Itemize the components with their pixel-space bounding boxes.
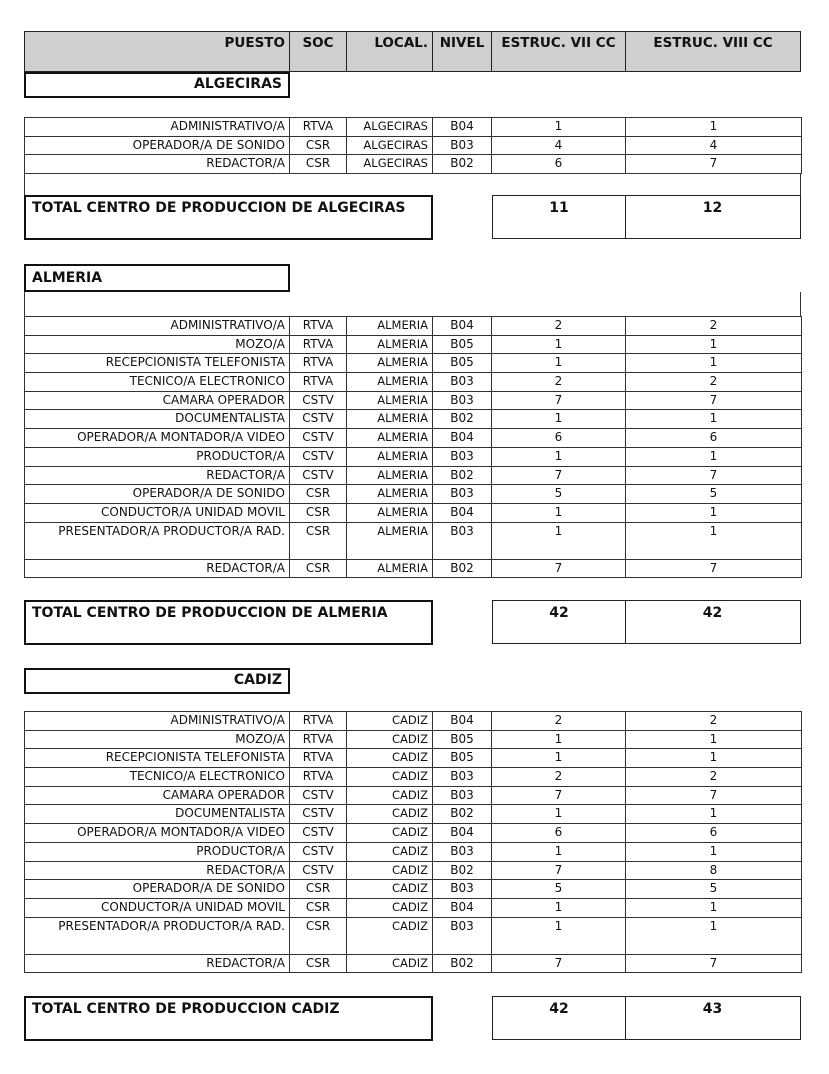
cell-estruc-vii: 2 bbox=[492, 317, 626, 336]
cell-puesto: MOZO/A bbox=[25, 730, 290, 749]
total-label-algeciras-text: TOTAL CENTRO DE PRODUCCION DE ALGECIRAS bbox=[32, 200, 406, 216]
cell-nivel: B04 bbox=[433, 824, 492, 843]
table-row bbox=[25, 136, 802, 155]
cell-puesto: OPERADOR/A MONTADOR/A VIDEO bbox=[25, 429, 290, 448]
cell-nivel: B02 bbox=[433, 954, 492, 973]
cell-nivel: B04 bbox=[433, 503, 492, 522]
cell-estruc-viii: 5 bbox=[626, 880, 802, 899]
cell-puesto: ADMINISTRATIVO/A bbox=[25, 317, 290, 336]
cell-soc: CSR bbox=[290, 485, 347, 504]
cell-estruc-viii: 1 bbox=[626, 522, 802, 559]
cell-estruc-vii: 6 bbox=[492, 429, 626, 448]
cell-puesto: RECEPCIONISTA TELEFONISTA bbox=[25, 749, 290, 768]
cell-nivel: B03 bbox=[433, 391, 492, 410]
total-values-algeciras bbox=[492, 195, 801, 239]
table-header bbox=[24, 31, 801, 72]
cell-estruc-vii: 1 bbox=[492, 749, 626, 768]
cell-estruc-viii: 1 bbox=[626, 898, 802, 917]
table-row bbox=[25, 861, 802, 880]
table-row bbox=[25, 559, 802, 578]
total-viii-algeciras: 12 bbox=[702, 200, 723, 216]
cell-local: ALGECIRAS bbox=[347, 118, 433, 137]
cell-puesto: REDACTOR/A bbox=[25, 559, 290, 578]
cell-nivel: B05 bbox=[433, 354, 492, 373]
cell-nivel: B04 bbox=[433, 317, 492, 336]
cell-estruc-viii: 1 bbox=[626, 335, 802, 354]
cell-local: ALGECIRAS bbox=[347, 155, 433, 174]
cell-nivel: B04 bbox=[433, 712, 492, 731]
cell-nivel: B05 bbox=[433, 749, 492, 768]
cell-soc: CSTV bbox=[290, 861, 347, 880]
table-row bbox=[25, 522, 802, 559]
cell-soc: CSTV bbox=[290, 447, 347, 466]
table-row bbox=[25, 354, 802, 373]
cell-puesto: ADMINISTRATIVO/A bbox=[25, 712, 290, 731]
header-estruc-vii: ESTRUC. VII CC bbox=[492, 32, 626, 71]
total-label-almeria-text: TOTAL CENTRO DE PRODUCCION DE ALMERIA bbox=[32, 605, 388, 621]
total-label-almeria bbox=[24, 600, 433, 645]
total-vii-algeciras: 11 bbox=[493, 196, 626, 238]
cell-puesto: ADMINISTRATIVO/A bbox=[25, 118, 290, 137]
cell-estruc-vii: 7 bbox=[492, 861, 626, 880]
cell-nivel: B02 bbox=[433, 410, 492, 429]
table-row bbox=[25, 466, 802, 485]
cell-nivel: B04 bbox=[433, 118, 492, 137]
cell-soc: RTVA bbox=[290, 768, 347, 787]
cell-puesto: TECNICO/A ELECTRONICO bbox=[25, 768, 290, 787]
cell-puesto: REDACTOR/A bbox=[25, 466, 290, 485]
cell-local: ALMERIA bbox=[347, 485, 433, 504]
cell-estruc-vii: 1 bbox=[492, 335, 626, 354]
cell-estruc-vii: 4 bbox=[492, 136, 626, 155]
cell-nivel: B03 bbox=[433, 373, 492, 392]
cell-nivel: B03 bbox=[433, 786, 492, 805]
table-almeria bbox=[24, 316, 802, 578]
cell-estruc-viii: 7 bbox=[626, 466, 802, 485]
cell-nivel: B03 bbox=[433, 880, 492, 899]
cell-estruc-viii: 7 bbox=[626, 391, 802, 410]
cell-soc: CSR bbox=[290, 503, 347, 522]
cell-soc: RTVA bbox=[290, 749, 347, 768]
table-algeciras bbox=[24, 117, 802, 174]
cell-puesto: TECNICO/A ELECTRONICO bbox=[25, 373, 290, 392]
cell-soc: CSTV bbox=[290, 805, 347, 824]
cell-estruc-vii: 5 bbox=[492, 485, 626, 504]
cell-local: ALMERIA bbox=[347, 466, 433, 485]
cell-soc: RTVA bbox=[290, 373, 347, 392]
cell-soc: RTVA bbox=[290, 118, 347, 137]
cell-estruc-vii: 7 bbox=[492, 954, 626, 973]
cell-estruc-viii: 1 bbox=[626, 842, 802, 861]
header-local: LOCAL. bbox=[347, 32, 433, 71]
cell-estruc-vii: 7 bbox=[492, 786, 626, 805]
cell-nivel: B04 bbox=[433, 898, 492, 917]
table-row bbox=[25, 485, 802, 504]
cell-puesto: OPERADOR/A DE SONIDO bbox=[25, 880, 290, 899]
cell-puesto: OPERADOR/A MONTADOR/A VIDEO bbox=[25, 824, 290, 843]
cell-puesto: OPERADOR/A DE SONIDO bbox=[25, 136, 290, 155]
cell-soc: CSR bbox=[290, 917, 347, 954]
cell-estruc-viii: 7 bbox=[626, 786, 802, 805]
cell-local: CADIZ bbox=[347, 842, 433, 861]
total-viii-almeria: 42 bbox=[702, 605, 723, 621]
cell-estruc-viii: 2 bbox=[626, 373, 802, 392]
cell-estruc-vii: 1 bbox=[492, 917, 626, 954]
cell-nivel: B03 bbox=[433, 842, 492, 861]
cell-local: ALMERIA bbox=[347, 447, 433, 466]
region-title-almeria: ALMERIA bbox=[24, 264, 290, 292]
table-row bbox=[25, 429, 802, 448]
total-values-cadiz bbox=[492, 996, 801, 1040]
spacer-algeciras bbox=[24, 173, 801, 195]
cell-soc: CSR bbox=[290, 898, 347, 917]
cell-puesto: CAMARA OPERADOR bbox=[25, 391, 290, 410]
cell-nivel: B03 bbox=[433, 447, 492, 466]
total-label-algeciras bbox=[24, 195, 433, 240]
cell-nivel: B02 bbox=[433, 861, 492, 880]
cell-local: CADIZ bbox=[347, 749, 433, 768]
cell-puesto: REDACTOR/A bbox=[25, 155, 290, 174]
cell-estruc-viii: 6 bbox=[626, 429, 802, 448]
cell-local: ALMERIA bbox=[347, 503, 433, 522]
cell-estruc-viii: 2 bbox=[626, 317, 802, 336]
cell-estruc-viii: 8 bbox=[626, 861, 802, 880]
header-estruc-viii: ESTRUC. VIII CC bbox=[653, 35, 773, 51]
cell-nivel: B03 bbox=[433, 485, 492, 504]
table-row bbox=[25, 749, 802, 768]
table-row bbox=[25, 880, 802, 899]
cell-estruc-viii: 7 bbox=[626, 954, 802, 973]
cell-soc: CSR bbox=[290, 136, 347, 155]
total-values-almeria bbox=[492, 600, 801, 644]
table-row bbox=[25, 447, 802, 466]
cell-estruc-vii: 6 bbox=[492, 155, 626, 174]
cell-estruc-vii: 6 bbox=[492, 824, 626, 843]
cell-local: ALMERIA bbox=[347, 317, 433, 336]
cell-local: ALMERIA bbox=[347, 429, 433, 448]
cell-estruc-vii: 2 bbox=[492, 373, 626, 392]
cell-local: CADIZ bbox=[347, 880, 433, 899]
cell-estruc-viii: 6 bbox=[626, 824, 802, 843]
cell-estruc-viii: 2 bbox=[626, 768, 802, 787]
cell-nivel: B04 bbox=[433, 429, 492, 448]
cell-estruc-viii: 7 bbox=[626, 559, 802, 578]
cell-puesto: PRESENTADOR/A PRODUCTOR/A RAD. bbox=[25, 917, 290, 954]
cell-estruc-viii: 5 bbox=[626, 485, 802, 504]
table-cadiz bbox=[24, 711, 802, 973]
total-vii-almeria: 42 bbox=[493, 601, 626, 643]
cell-soc: CSR bbox=[290, 954, 347, 973]
cell-estruc-viii: 1 bbox=[626, 917, 802, 954]
cell-estruc-vii: 7 bbox=[492, 391, 626, 410]
table-row bbox=[25, 155, 802, 174]
region-title-algeciras: ALGECIRAS bbox=[24, 72, 290, 98]
table-row bbox=[25, 786, 802, 805]
cell-soc: RTVA bbox=[290, 317, 347, 336]
cell-nivel: B02 bbox=[433, 155, 492, 174]
cell-soc: RTVA bbox=[290, 730, 347, 749]
table-row bbox=[25, 730, 802, 749]
cell-local: ALMERIA bbox=[347, 410, 433, 429]
table-row bbox=[25, 335, 802, 354]
cell-estruc-vii: 1 bbox=[492, 898, 626, 917]
cell-puesto: PRODUCTOR/A bbox=[25, 842, 290, 861]
cell-estruc-viii: 1 bbox=[626, 805, 802, 824]
cell-local: CADIZ bbox=[347, 917, 433, 954]
table-row bbox=[25, 503, 802, 522]
table-row bbox=[25, 118, 802, 137]
cell-local: CADIZ bbox=[347, 954, 433, 973]
cell-estruc-viii: 1 bbox=[626, 749, 802, 768]
cell-puesto: RECEPCIONISTA TELEFONISTA bbox=[25, 354, 290, 373]
cell-estruc-vii: 1 bbox=[492, 354, 626, 373]
cell-estruc-viii: 7 bbox=[626, 155, 802, 174]
cell-nivel: B02 bbox=[433, 559, 492, 578]
table-row bbox=[25, 954, 802, 973]
cell-puesto: PRESENTADOR/A PRODUCTOR/A RAD. bbox=[25, 522, 290, 559]
cell-puesto: PRODUCTOR/A bbox=[25, 447, 290, 466]
cell-local: CADIZ bbox=[347, 786, 433, 805]
cell-soc: RTVA bbox=[290, 335, 347, 354]
cell-local: ALGECIRAS bbox=[347, 136, 433, 155]
cell-estruc-viii: 1 bbox=[626, 354, 802, 373]
table-row bbox=[25, 842, 802, 861]
cell-estruc-vii: 1 bbox=[492, 503, 626, 522]
cell-puesto: MOZO/A bbox=[25, 335, 290, 354]
cell-estruc-vii: 7 bbox=[492, 466, 626, 485]
cell-estruc-vii: 5 bbox=[492, 880, 626, 899]
cell-estruc-viii: 1 bbox=[626, 503, 802, 522]
cell-local: CADIZ bbox=[347, 730, 433, 749]
table-row bbox=[25, 373, 802, 392]
header-puesto: PUESTO bbox=[25, 32, 290, 71]
cell-estruc-vii: 2 bbox=[492, 712, 626, 731]
cell-estruc-vii: 1 bbox=[492, 118, 626, 137]
cell-local: CADIZ bbox=[347, 805, 433, 824]
cell-nivel: B02 bbox=[433, 805, 492, 824]
cell-puesto: CONDUCTOR/A UNIDAD MOVIL bbox=[25, 503, 290, 522]
cell-soc: RTVA bbox=[290, 354, 347, 373]
header-nivel: NIVEL bbox=[433, 32, 492, 71]
cell-soc: CSR bbox=[290, 522, 347, 559]
cell-local: CADIZ bbox=[347, 824, 433, 843]
cell-estruc-vii: 1 bbox=[492, 805, 626, 824]
cell-local: ALMERIA bbox=[347, 335, 433, 354]
cell-estruc-vii: 1 bbox=[492, 410, 626, 429]
cell-local: ALMERIA bbox=[347, 391, 433, 410]
region-title-cadiz: CADIZ bbox=[24, 668, 290, 694]
spacer-almeria bbox=[24, 292, 801, 316]
cell-nivel: B03 bbox=[433, 917, 492, 954]
cell-soc: CSTV bbox=[290, 410, 347, 429]
cell-nivel: B03 bbox=[433, 522, 492, 559]
total-viii-cadiz: 43 bbox=[702, 1001, 723, 1017]
cell-local: ALMERIA bbox=[347, 354, 433, 373]
cell-estruc-vii: 1 bbox=[492, 730, 626, 749]
cell-nivel: B03 bbox=[433, 136, 492, 155]
cell-estruc-viii: 1 bbox=[626, 118, 802, 137]
table-row bbox=[25, 712, 802, 731]
cell-estruc-vii: 1 bbox=[492, 842, 626, 861]
cell-nivel: B05 bbox=[433, 335, 492, 354]
header-soc: SOC bbox=[290, 32, 347, 71]
cell-estruc-viii: 4 bbox=[626, 136, 802, 155]
cell-local: CADIZ bbox=[347, 861, 433, 880]
cell-puesto: DOCUMENTALISTA bbox=[25, 805, 290, 824]
cell-estruc-viii: 1 bbox=[626, 410, 802, 429]
table-row bbox=[25, 917, 802, 954]
cell-local: CADIZ bbox=[347, 712, 433, 731]
cell-local: CADIZ bbox=[347, 768, 433, 787]
cell-soc: CSTV bbox=[290, 786, 347, 805]
cell-soc: CSTV bbox=[290, 391, 347, 410]
cell-estruc-viii: 1 bbox=[626, 730, 802, 749]
cell-puesto: REDACTOR/A bbox=[25, 861, 290, 880]
cell-local: ALMERIA bbox=[347, 373, 433, 392]
cell-soc: CSTV bbox=[290, 429, 347, 448]
table-row bbox=[25, 410, 802, 429]
cell-estruc-viii: 1 bbox=[626, 447, 802, 466]
cell-estruc-vii: 1 bbox=[492, 447, 626, 466]
table-row bbox=[25, 898, 802, 917]
total-label-cadiz-text: TOTAL CENTRO DE PRODUCCION CADIZ bbox=[32, 1001, 340, 1017]
table-row bbox=[25, 391, 802, 410]
cell-puesto: CONDUCTOR/A UNIDAD MOVIL bbox=[25, 898, 290, 917]
cell-puesto: OPERADOR/A DE SONIDO bbox=[25, 485, 290, 504]
cell-estruc-vii: 2 bbox=[492, 768, 626, 787]
table-row bbox=[25, 805, 802, 824]
cell-puesto: CAMARA OPERADOR bbox=[25, 786, 290, 805]
table-row bbox=[25, 768, 802, 787]
cell-puesto: DOCUMENTALISTA bbox=[25, 410, 290, 429]
total-vii-cadiz: 42 bbox=[493, 997, 626, 1039]
cell-soc: CSR bbox=[290, 880, 347, 899]
cell-local: ALMERIA bbox=[347, 522, 433, 559]
cell-nivel: B03 bbox=[433, 768, 492, 787]
cell-soc: CSR bbox=[290, 559, 347, 578]
cell-puesto: REDACTOR/A bbox=[25, 954, 290, 973]
total-label-cadiz bbox=[24, 996, 433, 1041]
cell-nivel: B02 bbox=[433, 466, 492, 485]
table-row bbox=[25, 317, 802, 336]
cell-estruc-vii: 1 bbox=[492, 522, 626, 559]
cell-soc: RTVA bbox=[290, 712, 347, 731]
cell-nivel: B05 bbox=[433, 730, 492, 749]
cell-soc: CSTV bbox=[290, 824, 347, 843]
cell-soc: CSR bbox=[290, 155, 347, 174]
cell-estruc-vii: 7 bbox=[492, 559, 626, 578]
cell-soc: CSTV bbox=[290, 842, 347, 861]
cell-local: CADIZ bbox=[347, 898, 433, 917]
cell-soc: CSTV bbox=[290, 466, 347, 485]
table-row bbox=[25, 824, 802, 843]
cell-estruc-viii: 2 bbox=[626, 712, 802, 731]
cell-local: ALMERIA bbox=[347, 559, 433, 578]
